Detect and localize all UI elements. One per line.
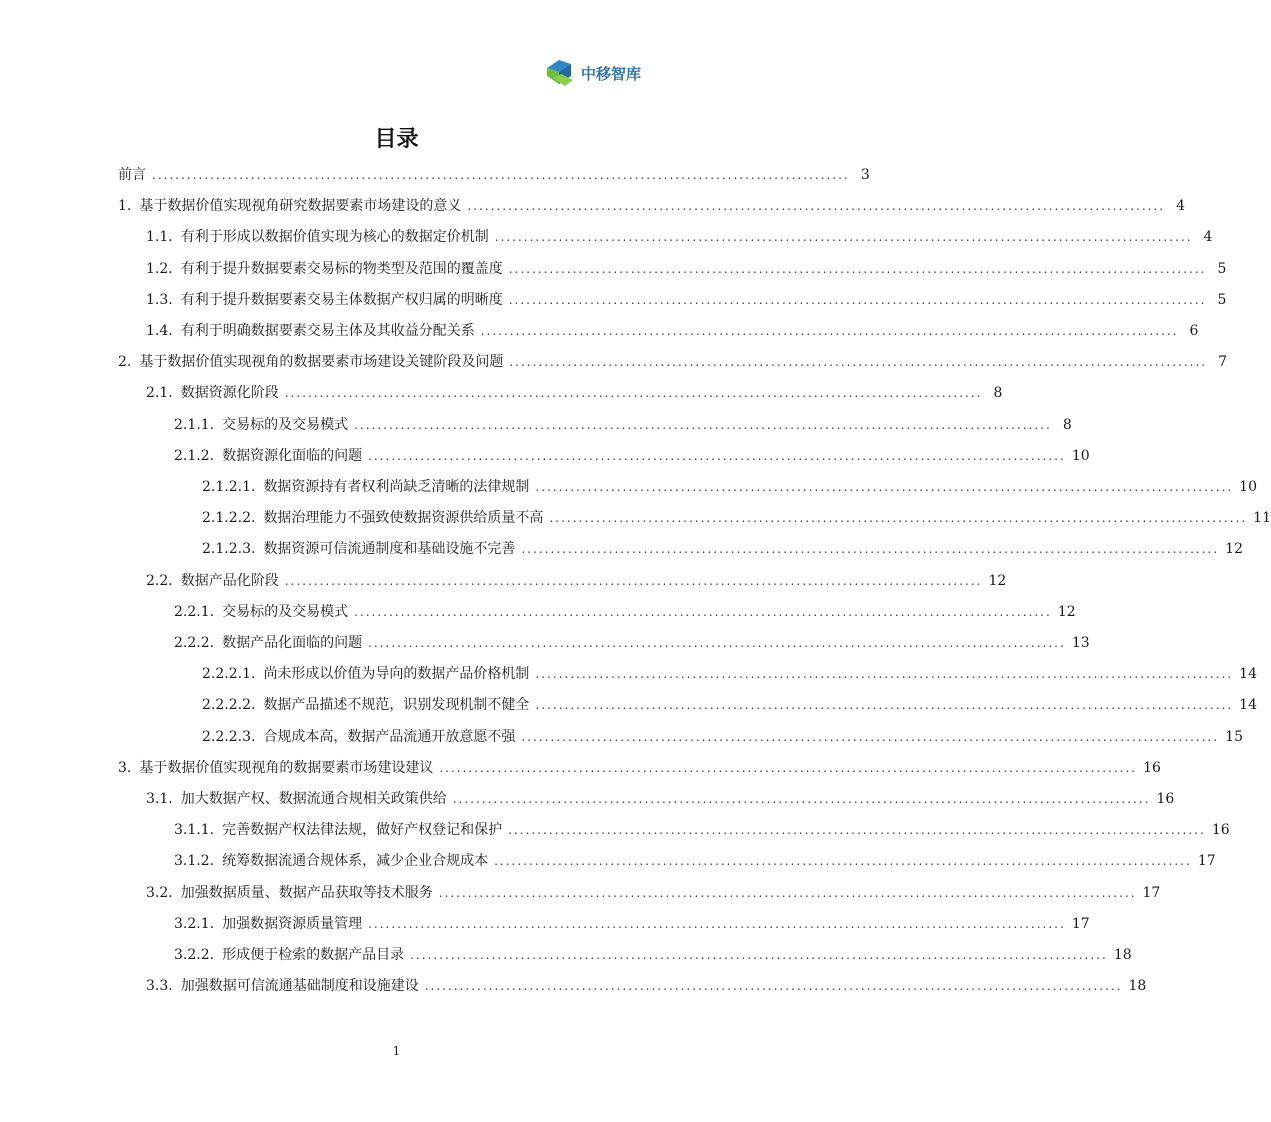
toc-leader-dots: ........................................................................................................................ (368, 448, 1066, 463)
toc-entry-number: 1.1. (146, 229, 173, 246)
toc-entry[interactable] (202, 507, 1271, 529)
page-number: 1 (392, 1044, 401, 1058)
toc-entry-title: 数据资源化面临的问题 (222, 447, 363, 464)
toc-entry[interactable] (146, 975, 1147, 997)
toc-entry-page: 16 (1211, 822, 1230, 839)
toc-entry[interactable] (202, 538, 1243, 560)
toc-entry-number: 3. (118, 759, 132, 776)
toc-leader-dots: ........................................................................................................................ (284, 386, 983, 401)
toc-leader-dots: ........................................................................................................................ (368, 636, 1066, 650)
toc-leader-dots: ........................................................................................................................ (521, 542, 1220, 557)
toc-entry-page: 18 (1128, 978, 1147, 995)
toc-entry[interactable] (202, 476, 1257, 498)
toc-entry-page: 13 (1071, 635, 1090, 651)
toc-leader-dots: ........................................................................................................................ (438, 885, 1137, 900)
toc-entry-page: 17 (1197, 853, 1216, 870)
toc-entry[interactable] (146, 882, 1161, 904)
toc-entry-title: 数据产品化阶段 (180, 572, 279, 589)
toc-entry[interactable] (174, 850, 1216, 872)
toc-entry[interactable] (174, 944, 1132, 966)
toc-leader-dots: ........................................................................................................................ (368, 916, 1066, 931)
toc-entry-title: 有利于形成以数据价值实现为核心的数据定价机制 (180, 229, 489, 246)
brand-logo (543, 54, 663, 92)
toc-entry-number: 1. (118, 198, 132, 215)
toc-entry-number: 2.1.1. (174, 416, 215, 433)
toc-leader-dots: ........................................................................................................................ (509, 355, 1208, 370)
toc-entry-page: 5 (1217, 260, 1227, 277)
toc-entry-page: 7 (1218, 354, 1228, 371)
toc-entry[interactable] (202, 694, 1257, 716)
toc-entry-page: 4 (1203, 229, 1213, 246)
toc-entry-page: 5 (1217, 291, 1227, 308)
toc-entry[interactable] (174, 632, 1090, 654)
toc-entry-number: 2.1.2.1. (202, 479, 256, 495)
toc-entry-page: 16 (1156, 791, 1175, 807)
toc-leader-dots: ........................................................................................................................ (508, 823, 1206, 838)
toc-leader-dots: ........................................................................................................................ (535, 698, 1234, 713)
toc-leader-dots: ........................................................................................................................ (535, 667, 1234, 682)
toc-entry-title: 数据产品化面临的问题 (222, 635, 363, 651)
toc-entry-number: 3.1.2. (174, 853, 215, 870)
toc-entry-title: 基于数据价值实现视角研究数据要素市场建设的意义 (139, 198, 462, 215)
toc-entry[interactable] (118, 757, 1161, 779)
toc-entry[interactable] (174, 414, 1072, 436)
toc-entry-number: 2.2. (146, 572, 173, 589)
toc-leader-dots: ........................................................................................................................ (494, 230, 1193, 245)
toc-entry-page: 11 (1253, 510, 1271, 527)
brand-logo-text: 中移智库 (581, 65, 642, 83)
toc-title: 目录 (374, 127, 419, 152)
toc-leader-dots: ........................................................................................................................ (467, 199, 1166, 214)
toc-leader-dots: ........................................................................................................................ (354, 604, 1052, 619)
toc-entry-title: 有利于提升数据要素交易标的物类型及范围的覆盖度 (180, 260, 503, 277)
toc-entry-page: 6 (1189, 323, 1199, 339)
toc-leader-dots: ........................................................................................................................ (508, 292, 1207, 307)
toc-entry-page: 10 (1071, 447, 1090, 464)
toc-entry[interactable] (174, 445, 1090, 467)
toc-entry-title: 交易标的及交易模式 (222, 416, 349, 433)
toc-entry-page: 12 (988, 572, 1007, 589)
toc-entry-title: 合规成本高，数据产品流通开放意愿不强 (263, 728, 516, 745)
toc-entry-title: 数据资源可信流通制度和基础设施不完善 (263, 541, 516, 558)
toc-entry-page: 18 (1113, 947, 1132, 963)
toc-entry-page: 8 (1062, 416, 1072, 433)
toc-leader-dots: ........................................................................................................................ (452, 792, 1151, 806)
toc-entry-title: 加强数据资源质量管理 (222, 915, 363, 932)
toc-entry-page: 17 (1071, 915, 1090, 932)
toc-entry-number: 3.2. (146, 884, 173, 901)
toc-entry[interactable] (146, 788, 1175, 810)
toc-entry-number: 1.4. (146, 323, 173, 339)
toc-entry[interactable] (174, 819, 1230, 841)
toc-entry-title: 形成便于检索的数据产品目录 (222, 947, 405, 963)
toc-entry-title: 基于数据价值实现视角的数据要素市场建设建议 (139, 759, 434, 776)
toc-entry-page: 4 (1176, 198, 1186, 215)
toc-entry-page: 14 (1239, 666, 1257, 683)
toc-entry-page: 8 (993, 385, 1003, 402)
toc-entry-title: 有利于明确数据要素交易主体及其收益分配关系 (180, 323, 475, 339)
toc-entry-title: 加强数据可信流通基础制度和设施建设 (180, 978, 419, 995)
toc-entry-title: 数据资源持有者权利尚缺乏清晰的法律规制 (263, 479, 530, 495)
toc-entry[interactable] (118, 164, 870, 186)
toc-entry-page: 10 (1239, 479, 1257, 495)
toc-entry[interactable] (146, 289, 1227, 311)
toc-entry[interactable] (146, 258, 1227, 280)
toc-entry-title: 完善数据产权法律法规，做好产权登记和保护 (222, 822, 503, 839)
toc-leader-dots: ........................................................................................................................ (152, 168, 850, 182)
toc-entry[interactable] (118, 351, 1228, 373)
toc-leader-dots: ........................................................................................................................ (535, 480, 1234, 494)
toc-leader-dots: ........................................................................................................................ (284, 573, 983, 588)
toc-entry-number: 2.2.2.3. (202, 728, 256, 745)
toc-entry-page: 12 (1225, 541, 1243, 558)
toc-entry-title: 基于数据价值实现视角的数据要素市场建设关键阶段及问题 (139, 354, 504, 371)
toc-entry-title: 数据治理能力不强致使数据资源供给质量不高 (263, 510, 544, 527)
toc-entry-title: 尚未形成以价值为导向的数据产品价格机制 (263, 666, 530, 683)
toc-entry-title: 交易标的及交易模式 (222, 603, 349, 620)
toc-entry-number: 2. (118, 354, 132, 371)
toc-entry[interactable] (118, 195, 1186, 217)
toc-entry-number: 2.1. (146, 385, 173, 402)
toc-entry-number: 2.1.2. (174, 447, 215, 464)
brand-logo-mark-icon (543, 54, 579, 92)
toc-entry-number: 1.2. (146, 260, 173, 277)
toc-entry[interactable] (174, 913, 1090, 935)
toc-entry-number: 3.2.1. (174, 915, 215, 932)
toc-entry-number: 3.3. (146, 978, 173, 995)
toc-leader-dots: ........................................................................................................................ (424, 979, 1123, 994)
toc-entry-number: 2.2.2.1. (202, 666, 256, 683)
toc-entry-number: 3.1. (146, 791, 173, 807)
toc-entry-page: 12 (1057, 603, 1076, 620)
toc-entry-title: 加强数据质量、数据产品获取等技术服务 (180, 884, 433, 901)
toc-leader-dots: ........................................................................................................................ (439, 760, 1138, 775)
toc-entry-title: 统筹数据流通合规体系，减少企业合规成本 (222, 853, 489, 870)
toc-leader-dots: ........................................................................................................................ (410, 948, 1108, 962)
toc-leader-dots: ........................................................................................................................ (494, 854, 1192, 869)
toc-entry-title: 数据资源化阶段 (180, 385, 279, 402)
toc-leader-dots: ........................................................................................................................ (354, 417, 1052, 432)
toc-leader-dots: ........................................................................................................................ (521, 729, 1220, 744)
toc-entry-number: 2.2.2.2. (202, 697, 256, 714)
toc-entry-number: 1.3. (146, 291, 173, 308)
toc-entry-number: 3.2.2. (174, 947, 215, 963)
toc-entry-page: 16 (1143, 759, 1161, 776)
toc-entry-number: 3.1.1. (174, 822, 215, 839)
toc-entry-title: 前言 (118, 167, 146, 183)
toc-entry-title: 有利于提升数据要素交易主体数据产权归属的明晰度 (180, 291, 503, 308)
toc-entry[interactable] (202, 726, 1243, 748)
toc-entry-page: 3 (860, 167, 870, 183)
toc-leader-dots: ........................................................................................................................ (508, 261, 1207, 276)
toc-entry-page: 14 (1239, 697, 1257, 714)
toc-entry[interactable] (202, 663, 1257, 685)
toc-entry-page: 15 (1225, 728, 1243, 745)
toc-entry[interactable] (174, 601, 1076, 623)
toc-entry-page: 17 (1142, 884, 1161, 901)
toc-entry-number: 2.2.1. (174, 603, 215, 620)
toc-entry-number: 2.2.2. (174, 635, 215, 651)
toc-entry-title: 加大数据产权、数据流通合规相关政策供给 (180, 791, 447, 807)
toc-entry-title: 数据产品描述不规范，识别发现机制不健全 (263, 697, 530, 714)
toc-entry[interactable] (146, 382, 1003, 404)
toc-leader-dots: ........................................................................................................................ (549, 511, 1248, 526)
toc-leader-dots: ........................................................................................................................ (480, 324, 1179, 338)
toc-entry-number: 2.1.2.2. (202, 510, 256, 527)
toc-entry[interactable] (146, 226, 1213, 248)
toc-entry[interactable] (146, 320, 1199, 342)
toc-entry[interactable] (146, 570, 1007, 592)
toc-entry-number: 2.1.2.3. (202, 541, 256, 558)
